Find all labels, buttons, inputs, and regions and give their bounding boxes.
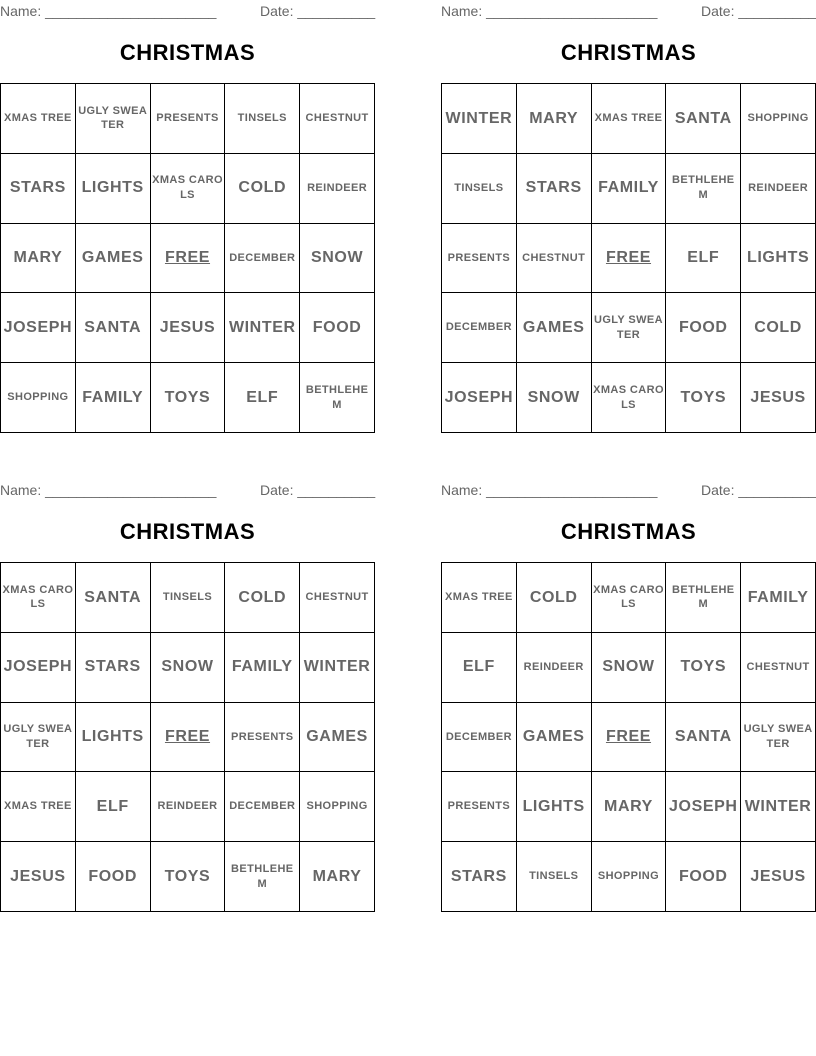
bingo-cell: PRESENTS [442, 772, 517, 842]
name-field-label: Name: ______________________ [0, 482, 217, 498]
bingo-grid [0, 562, 375, 912]
bingo-cell: TOYS [151, 842, 226, 912]
name-field-label: Name: ______________________ [441, 3, 658, 19]
bingo-cell: GAMES [517, 293, 592, 363]
bingo-cell: DECEMBER [225, 772, 300, 842]
bingo-cell: REINDEER [741, 154, 816, 224]
bingo-cell: REINDEER [300, 154, 375, 224]
bingo-cell: CHESTNUT [300, 563, 375, 633]
card-title: CHRISTMAS [119, 519, 256, 544]
bingo-cell: TINSELS [225, 84, 300, 154]
bingo-cell: REINDEER [517, 633, 592, 703]
bingo-cell: TOYS [666, 363, 741, 433]
bingo-cell: BETHLEHEM [300, 363, 375, 433]
bingo-grid [0, 83, 375, 433]
bingo-cell: UGLY SWEATER [592, 293, 667, 363]
bingo-cell: JESUS [741, 363, 816, 433]
bingo-cell: TINSELS [151, 563, 226, 633]
bingo-cell: MARY [1, 224, 76, 294]
bingo-cell: DECEMBER [442, 293, 517, 363]
bingo-cell: FOOD [666, 842, 741, 912]
bingo-cell: SNOW [592, 633, 667, 703]
bingo-cell: SHOPPING [300, 772, 375, 842]
free-space-cell: FREE [151, 703, 226, 773]
bingo-cell: WINTER [300, 633, 375, 703]
bingo-grid [441, 83, 816, 433]
bingo-cell: GAMES [517, 703, 592, 773]
bingo-cell: UGLY SWEATER [1, 703, 76, 773]
bingo-cell: LIGHTS [76, 154, 151, 224]
card-header [441, 0, 816, 22]
bingo-cell: XMAS TREE [592, 84, 667, 154]
date-field-label: Date: __________ [701, 3, 816, 19]
bingo-cell: XMAS CAROLS [1, 563, 76, 633]
bingo-cell: WINTER [442, 84, 517, 154]
bingo-cell: JOSEPH [666, 772, 741, 842]
bingo-cell: COLD [225, 154, 300, 224]
card-title: CHRISTMAS [560, 519, 697, 544]
bingo-cell: BETHLEHEM [666, 563, 741, 633]
bingo-cell: XMAS CAROLS [151, 154, 226, 224]
bingo-cell: BETHLEHEM [225, 842, 300, 912]
card-title: CHRISTMAS [119, 40, 256, 65]
bingo-cell: UGLY SWEATER [76, 84, 151, 154]
card-header [0, 479, 375, 501]
bingo-cell: FOOD [300, 293, 375, 363]
bingo-cell: STARS [1, 154, 76, 224]
bingo-cell: COLD [517, 563, 592, 633]
free-space-cell: FREE [151, 224, 226, 294]
bingo-cell: FAMILY [225, 633, 300, 703]
bingo-cell: SANTA [666, 703, 741, 773]
bingo-cell: STARS [517, 154, 592, 224]
card-title: CHRISTMAS [560, 40, 697, 65]
date-field-label: Date: __________ [701, 482, 816, 498]
bingo-cell: XMAS CAROLS [592, 563, 667, 633]
bingo-cell: TOYS [151, 363, 226, 433]
bingo-cell: FAMILY [592, 154, 667, 224]
bingo-cell: MARY [300, 842, 375, 912]
bingo-cell: PRESENTS [442, 224, 517, 294]
free-space-cell: FREE [592, 703, 667, 773]
bingo-cell: GAMES [76, 224, 151, 294]
bingo-cell: XMAS TREE [442, 563, 517, 633]
bingo-cell: XMAS TREE [1, 772, 76, 842]
bingo-cell: SNOW [300, 224, 375, 294]
bingo-cell: FAMILY [741, 563, 816, 633]
bingo-cell: TINSELS [517, 842, 592, 912]
bingo-cell: ELF [225, 363, 300, 433]
bingo-cell: SHOPPING [741, 84, 816, 154]
bingo-grid [441, 562, 816, 912]
date-field-label: Date: __________ [260, 482, 376, 498]
bingo-cell: COLD [741, 293, 816, 363]
bingo-cell: MARY [592, 772, 667, 842]
bingo-cell: ELF [76, 772, 151, 842]
bingo-cell: FAMILY [76, 363, 151, 433]
bingo-cell: WINTER [225, 293, 300, 363]
bingo-cell: DECEMBER [225, 224, 300, 294]
bingo-cell: BETHLEHEM [666, 154, 741, 224]
bingo-cell: SANTA [76, 563, 151, 633]
bingo-cell: MARY [517, 84, 592, 154]
bingo-cell: CHESTNUT [300, 84, 375, 154]
bingo-cell: GAMES [300, 703, 375, 773]
bingo-cell: SHOPPING [1, 363, 76, 433]
bingo-cell: XMAS TREE [1, 84, 76, 154]
bingo-cell: SNOW [151, 633, 226, 703]
bingo-cell: JOSEPH [442, 363, 517, 433]
bingo-cell: JOSEPH [1, 633, 76, 703]
bingo-cell: TINSELS [442, 154, 517, 224]
free-space-cell: FREE [592, 224, 667, 294]
bingo-cell: UGLY SWEATER [741, 703, 816, 773]
bingo-cell: SHOPPING [592, 842, 667, 912]
bingo-cell: TOYS [666, 633, 741, 703]
bingo-cell: JESUS [151, 293, 226, 363]
bingo-cell: CHESTNUT [517, 224, 592, 294]
bingo-cell: FOOD [76, 842, 151, 912]
bingo-cell: STARS [442, 842, 517, 912]
card-header [441, 479, 816, 501]
bingo-cell: JOSEPH [1, 293, 76, 363]
bingo-cell: LIGHTS [76, 703, 151, 773]
bingo-cell: ELF [442, 633, 517, 703]
bingo-cell: JESUS [1, 842, 76, 912]
bingo-cell: SANTA [666, 84, 741, 154]
bingo-cell: WINTER [741, 772, 816, 842]
bingo-cell: SNOW [517, 363, 592, 433]
bingo-cell: FOOD [666, 293, 741, 363]
card-header [0, 0, 375, 22]
bingo-cell: JESUS [741, 842, 816, 912]
date-field-label: Date: __________ [260, 3, 376, 19]
bingo-cell: SANTA [76, 293, 151, 363]
bingo-cell: DECEMBER [442, 703, 517, 773]
bingo-cell: CHESTNUT [741, 633, 816, 703]
bingo-cell: PRESENTS [225, 703, 300, 773]
bingo-cell: LIGHTS [517, 772, 592, 842]
bingo-cell: STARS [76, 633, 151, 703]
bingo-cell: COLD [225, 563, 300, 633]
name-field-label: Name: ______________________ [441, 482, 658, 498]
bingo-cell: REINDEER [151, 772, 226, 842]
bingo-cell: ELF [666, 224, 741, 294]
bingo-cell: LIGHTS [741, 224, 816, 294]
bingo-cell: PRESENTS [151, 84, 226, 154]
bingo-cell: XMAS CAROLS [592, 363, 667, 433]
name-field-label: Name: ______________________ [0, 3, 217, 19]
